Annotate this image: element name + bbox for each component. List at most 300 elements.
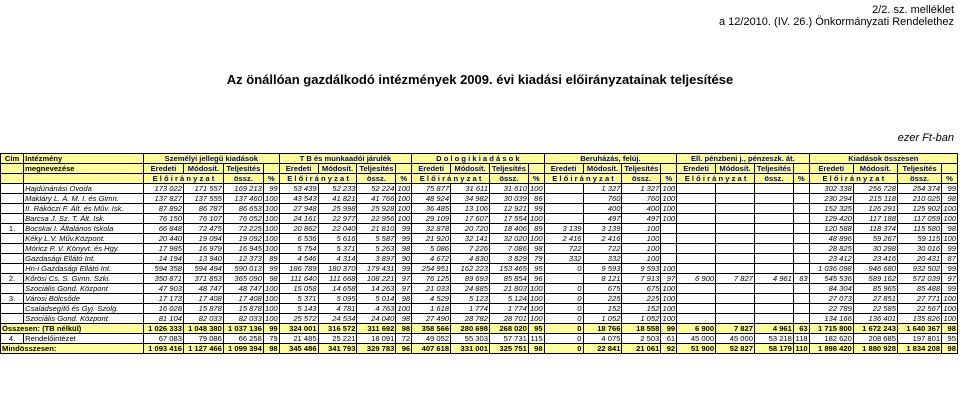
eredeti-label: Eredeti bbox=[412, 164, 451, 174]
eloirányzat-label: E l ő i r á n y z a t bbox=[143, 174, 223, 184]
row-value bbox=[544, 184, 583, 194]
row-value: 5 754 bbox=[279, 244, 318, 254]
row-value bbox=[716, 284, 755, 294]
row-value: 162 223 bbox=[451, 264, 490, 274]
table-row bbox=[1, 344, 958, 354]
row-value: 545 536 bbox=[809, 274, 853, 284]
row-value: 24 534 bbox=[318, 314, 357, 324]
eredeti-label: Eredeti bbox=[143, 164, 183, 174]
row-value: 100 bbox=[529, 304, 543, 313]
row-value: 324 001 bbox=[279, 324, 318, 334]
row-value: 100 bbox=[943, 214, 956, 223]
row-value: 48 924 bbox=[412, 194, 451, 204]
row-value: 25 928 bbox=[357, 204, 396, 214]
row-value: 5 143 bbox=[279, 304, 318, 314]
row-value: 152 bbox=[583, 304, 622, 314]
row-value: 66 258 bbox=[223, 334, 263, 344]
row-value: 100 bbox=[264, 234, 278, 243]
table-row bbox=[1, 234, 958, 244]
empty-cell bbox=[528, 164, 544, 174]
row-value: 21 061 bbox=[622, 344, 661, 354]
row-value bbox=[793, 194, 809, 204]
row-value: 152 bbox=[622, 304, 661, 314]
row-value: 135 826 bbox=[897, 314, 941, 324]
row-value: 100 bbox=[397, 204, 411, 213]
row-value bbox=[716, 234, 755, 244]
empty-cell bbox=[396, 164, 412, 174]
row-value: 19 094 bbox=[183, 234, 223, 244]
percent-label: % bbox=[396, 174, 412, 184]
row-value: 75 877 bbox=[412, 184, 451, 194]
row-value: 100 bbox=[662, 184, 676, 193]
table-row bbox=[1, 254, 958, 264]
row-value bbox=[716, 224, 755, 234]
row-value: 97 bbox=[396, 284, 412, 294]
row-value bbox=[677, 314, 716, 324]
row-value: 946 680 bbox=[853, 264, 897, 274]
row-value: 24 885 bbox=[451, 284, 490, 294]
percent-label: % bbox=[661, 174, 677, 184]
row-value: 722 bbox=[583, 244, 622, 254]
row-value: 32 020 bbox=[489, 234, 528, 244]
row-value bbox=[677, 194, 716, 204]
modosit-label: Módosít. bbox=[583, 164, 622, 174]
row-value: 22 585 bbox=[853, 304, 897, 314]
group-material: D o l o g i k i a d á s o k bbox=[412, 154, 544, 164]
row-value: 4 961 bbox=[754, 274, 793, 284]
row-value: 280 698 bbox=[451, 324, 490, 334]
row-value: 53 439 bbox=[279, 184, 318, 194]
row-value: 100 bbox=[662, 194, 676, 203]
table-row bbox=[1, 194, 958, 204]
row-value: 3 139 bbox=[583, 224, 622, 234]
row-value: 67 083 bbox=[143, 334, 183, 344]
row-value: 96 bbox=[528, 274, 544, 284]
row-value: 72 bbox=[396, 334, 412, 344]
table-row bbox=[1, 264, 958, 274]
row-value: 12 373 bbox=[223, 254, 263, 264]
row-value: 32 878 bbox=[412, 224, 451, 234]
row-value: 63 bbox=[793, 324, 809, 334]
row-value bbox=[793, 284, 809, 294]
row-value: 49 052 bbox=[412, 334, 451, 344]
row-value: 100 bbox=[622, 234, 661, 244]
row-value: 27 771 bbox=[897, 294, 941, 304]
row-value: 98 bbox=[942, 194, 958, 204]
row-value: 594 358 bbox=[143, 264, 183, 274]
eloirányzat-label: E l ő i r á n y z a t bbox=[677, 174, 755, 184]
row-value: 28 782 bbox=[451, 314, 490, 324]
unit-label: ezer Ft-ban bbox=[897, 132, 954, 144]
row-value: 86 653 bbox=[223, 204, 263, 214]
row-value: 0 bbox=[544, 294, 583, 304]
row-value: 17 607 bbox=[451, 214, 490, 224]
head-name-2: megnevezése bbox=[24, 164, 144, 174]
row-value: 2 503 bbox=[622, 334, 661, 344]
row-value: 117 188 bbox=[853, 214, 897, 224]
ossz-label: össz. bbox=[897, 174, 941, 184]
row-value: 9 593 bbox=[622, 264, 661, 274]
row-value: 1 774 bbox=[451, 304, 490, 314]
row-cim: 3. bbox=[1, 294, 24, 304]
row-value bbox=[677, 264, 716, 274]
row-value bbox=[793, 244, 809, 254]
row-value: 2 416 bbox=[583, 234, 622, 244]
row-value: 25 221 bbox=[318, 334, 357, 344]
row-value: 0 bbox=[544, 314, 583, 324]
row-value: 7 913 bbox=[622, 274, 661, 284]
modosit-label: Módosít. bbox=[853, 164, 897, 174]
row-value: 98 bbox=[528, 244, 544, 254]
head-blank bbox=[1, 164, 24, 174]
row-value: 76 125 bbox=[412, 274, 451, 284]
eredeti-label: Eredeti bbox=[809, 164, 853, 174]
row-value: 100 bbox=[662, 284, 676, 293]
row-value: 98 bbox=[396, 244, 412, 254]
row-value: 53 218 bbox=[754, 334, 793, 344]
row-value bbox=[716, 304, 755, 314]
row-value: 30 298 bbox=[853, 244, 897, 254]
row-value: 100 bbox=[662, 294, 676, 303]
row-value: 111 668 bbox=[318, 274, 357, 284]
row-value bbox=[754, 194, 793, 204]
row-value: 208 685 bbox=[853, 334, 897, 344]
row-value: 4 781 bbox=[318, 304, 357, 314]
row-value: 100 bbox=[264, 294, 278, 303]
row-value: 1 774 bbox=[489, 304, 528, 314]
row-value bbox=[754, 304, 793, 314]
row-value bbox=[677, 234, 716, 244]
row-value: 100 bbox=[529, 294, 543, 303]
row-value bbox=[716, 264, 755, 274]
row-value: 4 763 bbox=[357, 304, 396, 314]
row-value: 99 bbox=[661, 324, 677, 334]
ossz-label: össz. bbox=[223, 174, 263, 184]
row-value: 20 862 bbox=[279, 224, 318, 234]
row-value: 400 bbox=[622, 204, 661, 214]
row-value bbox=[677, 214, 716, 224]
row-value bbox=[677, 184, 716, 194]
row-value: 179 431 bbox=[357, 264, 396, 274]
row-value: 100 bbox=[397, 304, 411, 313]
row-value: 1 327 bbox=[583, 184, 622, 194]
row-value: 302 338 bbox=[809, 184, 853, 194]
row-value: 6 900 bbox=[677, 274, 716, 284]
row-value: 52 233 bbox=[318, 184, 357, 194]
row-value: 331 001 bbox=[451, 344, 490, 354]
table-row bbox=[1, 284, 958, 294]
row-value: 22 567 bbox=[897, 304, 941, 314]
row-value: 5 587 bbox=[357, 234, 396, 244]
row-value: 100 bbox=[264, 204, 278, 213]
row-value: 21 920 bbox=[412, 234, 451, 244]
row-value: 3 139 bbox=[544, 224, 583, 234]
row-value: 171 557 bbox=[183, 184, 223, 194]
row-value: 27 948 bbox=[279, 204, 318, 214]
row-value: 675 bbox=[622, 284, 661, 294]
row-value bbox=[754, 264, 793, 274]
row-value: 1 640 367 bbox=[897, 324, 941, 334]
row-value bbox=[754, 244, 793, 254]
row-value: 0 bbox=[544, 304, 583, 314]
percent-label: % bbox=[528, 174, 544, 184]
row-value: 41 766 bbox=[357, 194, 396, 204]
row-value bbox=[754, 234, 793, 244]
row-name: Móricz P. V. Könyvt. és Hgy. bbox=[24, 244, 144, 254]
row-value: 7 827 bbox=[716, 274, 755, 284]
row-value: 125 902 bbox=[897, 204, 941, 214]
row-value: 4 314 bbox=[318, 254, 357, 264]
row-value: 332 bbox=[583, 254, 622, 264]
row-value: 51 900 bbox=[677, 344, 716, 354]
row-value bbox=[544, 194, 583, 204]
row-value: 76 150 bbox=[143, 214, 183, 224]
row-value: 1 898 420 bbox=[809, 344, 853, 354]
row-value: 180 370 bbox=[318, 264, 357, 274]
row-value: 1 834 208 bbox=[897, 344, 941, 354]
group-transfer: Ell. pénzbeni j., pénzeszk. át. bbox=[677, 154, 809, 164]
row-value: 17 554 bbox=[489, 214, 528, 224]
row-value: 48 747 bbox=[223, 284, 263, 294]
row-value: 98 bbox=[263, 274, 279, 284]
row-value: 100 bbox=[662, 304, 676, 313]
row-value: 108 221 bbox=[357, 274, 396, 284]
row-value: 98 bbox=[528, 344, 544, 354]
row-value: 1 052 bbox=[622, 314, 661, 324]
row-value: 722 bbox=[544, 244, 583, 254]
empty-cell bbox=[793, 164, 809, 174]
row-value: 22 956 bbox=[357, 214, 396, 224]
row-value: 137 827 bbox=[143, 194, 183, 204]
row-cim: 4. bbox=[1, 334, 24, 344]
row-value: 358 566 bbox=[412, 324, 451, 334]
head-blank-3 bbox=[24, 174, 144, 184]
row-value: 115 bbox=[528, 334, 544, 344]
modosit-label: Módosít. bbox=[318, 164, 357, 174]
row-value: 97 bbox=[661, 274, 677, 284]
row-value: 1 093 416 bbox=[143, 344, 183, 354]
row-value: 45 000 bbox=[716, 334, 755, 344]
row-value bbox=[677, 224, 716, 234]
row-value: 225 bbox=[622, 294, 661, 304]
row-value bbox=[754, 284, 793, 294]
row-value: 1 036 098 bbox=[809, 264, 853, 274]
teljesites-label: Teljesítés bbox=[622, 164, 661, 174]
row-value: 182 620 bbox=[809, 334, 853, 344]
row-value: 120 588 bbox=[809, 224, 853, 234]
row-value bbox=[661, 244, 677, 254]
row-name: Barcsa J. Sz. T. Ált. Isk. bbox=[24, 214, 144, 224]
row-value: 7 827 bbox=[716, 324, 755, 334]
row-value: 1 026 333 bbox=[143, 324, 183, 334]
table-row bbox=[1, 334, 958, 344]
row-value: 99 bbox=[263, 264, 279, 274]
row-value: 95 bbox=[528, 264, 544, 274]
row-value: 4 830 bbox=[451, 254, 490, 264]
row-value bbox=[716, 214, 755, 224]
row-value: 99 bbox=[263, 184, 279, 194]
row-value: 3 897 bbox=[357, 254, 396, 264]
row-value: 72 225 bbox=[223, 224, 263, 234]
table-row bbox=[1, 184, 958, 194]
row-value: 98 bbox=[942, 344, 958, 354]
row-value: 6 536 bbox=[279, 234, 318, 244]
row-value bbox=[793, 264, 809, 274]
row-value: 7 086 bbox=[489, 244, 528, 254]
row-value: 87 892 bbox=[143, 204, 183, 214]
row-value: 52 827 bbox=[716, 344, 755, 354]
row-value bbox=[754, 254, 793, 264]
row-value bbox=[677, 204, 716, 214]
row-cim bbox=[1, 254, 24, 264]
row-value bbox=[716, 184, 755, 194]
row-value bbox=[793, 224, 809, 234]
row-value: 134 166 bbox=[809, 314, 853, 324]
row-value: 76 107 bbox=[183, 214, 223, 224]
row-value: 100 bbox=[264, 244, 278, 253]
row-value bbox=[793, 254, 809, 264]
row-value bbox=[716, 254, 755, 264]
row-value: 20 440 bbox=[143, 234, 183, 244]
row-value: 100 bbox=[622, 224, 661, 234]
row-value: 85 488 bbox=[897, 284, 941, 294]
row-value: 1 048 380 bbox=[183, 324, 223, 334]
row-value: 16 979 bbox=[183, 244, 223, 254]
row-value: 100 bbox=[529, 184, 543, 193]
row-value: 79 bbox=[528, 254, 544, 264]
row-value: 5 123 bbox=[451, 294, 490, 304]
row-value: 99 bbox=[396, 264, 412, 274]
row-value: 100 bbox=[943, 314, 956, 323]
row-value: 45 000 bbox=[677, 334, 716, 344]
row-name: II. Rákóczi F. Ált. és Műv. Isk. bbox=[24, 204, 144, 214]
row-value: 36 485 bbox=[412, 204, 451, 214]
row-name: Szociális Gond. Központ bbox=[24, 284, 144, 294]
row-value bbox=[754, 184, 793, 194]
percent-label: % bbox=[793, 174, 809, 184]
row-value: 52 224 bbox=[357, 184, 396, 194]
row-value: 118 bbox=[793, 334, 809, 344]
row-value: 136 401 bbox=[853, 314, 897, 324]
empty-cell bbox=[661, 164, 677, 174]
head-blank-2 bbox=[1, 174, 24, 184]
ossz-label: össz. bbox=[489, 174, 528, 184]
row-value: 16 945 bbox=[223, 244, 263, 254]
row-value: 100 bbox=[264, 304, 278, 313]
row-value: 153 465 bbox=[489, 264, 528, 274]
teljesites-label: Teljesítés bbox=[223, 164, 263, 174]
eloirányzat-label: E l ő i r á n y z a t bbox=[279, 174, 357, 184]
row-value: 5 095 bbox=[318, 294, 357, 304]
row-value bbox=[677, 304, 716, 314]
row-value: 17 408 bbox=[223, 294, 263, 304]
row-value: 22 977 bbox=[318, 214, 357, 224]
row-name: Összesen: (TB nélkül) bbox=[1, 324, 144, 334]
row-value: 13 940 bbox=[183, 254, 223, 264]
row-value: 79 086 bbox=[183, 334, 223, 344]
row-value: 100 bbox=[529, 234, 543, 243]
row-value: 86 787 bbox=[183, 204, 223, 214]
row-value: 4 672 bbox=[412, 254, 451, 264]
row-value bbox=[793, 184, 809, 194]
row-value: 99 bbox=[942, 244, 958, 254]
row-value: 14 658 bbox=[318, 284, 357, 294]
row-value: 24 040 bbox=[357, 314, 396, 324]
row-value: 100 bbox=[397, 214, 411, 223]
row-value: 57 731 bbox=[489, 334, 528, 344]
row-value: 1 099 394 bbox=[223, 344, 263, 354]
table-row bbox=[1, 224, 958, 234]
modosit-label: Módosít. bbox=[183, 164, 223, 174]
table-row bbox=[1, 214, 958, 224]
row-value bbox=[793, 204, 809, 214]
row-name: Hn-i Gazdasági Ellátó Int. bbox=[24, 264, 144, 274]
row-name: Gazdasági Ellátó Int. bbox=[24, 254, 144, 264]
row-value: 95 bbox=[942, 334, 958, 344]
row-value bbox=[661, 254, 677, 264]
row-value: 100 bbox=[662, 314, 676, 323]
row-value: 254 374 bbox=[897, 184, 941, 194]
eloirányzat-label: E l ő i r á n y z a t bbox=[412, 174, 490, 184]
header-row-sub2 bbox=[1, 174, 958, 184]
row-value: 25 572 bbox=[279, 314, 318, 324]
row-value: 34 982 bbox=[451, 194, 490, 204]
row-cim bbox=[1, 264, 24, 274]
percent-label: % bbox=[263, 174, 279, 184]
ossz-label: össz. bbox=[622, 174, 661, 184]
table-row bbox=[1, 304, 958, 314]
row-cim bbox=[1, 204, 24, 214]
row-value: 316 572 bbox=[318, 324, 357, 334]
row-value: 5 371 bbox=[279, 294, 318, 304]
row-value: 5 086 bbox=[412, 244, 451, 254]
row-value bbox=[661, 234, 677, 244]
row-value: 1 052 bbox=[583, 314, 622, 324]
row-value: 98 bbox=[263, 344, 279, 354]
table-row bbox=[1, 204, 958, 214]
row-value: 27 851 bbox=[853, 294, 897, 304]
row-value: 100 bbox=[264, 224, 278, 233]
row-value: 59 267 bbox=[853, 234, 897, 244]
row-cim bbox=[1, 234, 24, 244]
row-value: 100 bbox=[662, 204, 676, 213]
annex-label: 2/2. sz. melléklet bbox=[872, 4, 954, 16]
row-value: 225 bbox=[583, 294, 622, 304]
table-row bbox=[1, 314, 958, 324]
row-value: 99 bbox=[942, 284, 958, 294]
row-value bbox=[754, 224, 793, 234]
row-name: Rendelőintézet bbox=[24, 334, 144, 344]
row-value: 100 bbox=[622, 254, 661, 264]
row-value: 92 bbox=[661, 344, 677, 354]
ossz-label: össz. bbox=[357, 174, 396, 184]
row-value: 100 bbox=[529, 214, 543, 223]
row-value: 760 bbox=[583, 194, 622, 204]
row-value: 100 bbox=[529, 314, 543, 323]
row-value: 21 803 bbox=[489, 284, 528, 294]
row-value: 58 179 bbox=[754, 344, 793, 354]
row-value: 594 494 bbox=[183, 264, 223, 274]
teljesites-label: Teljesítés bbox=[357, 164, 396, 174]
row-value: 87 bbox=[942, 254, 958, 264]
row-value: 18 091 bbox=[357, 334, 396, 344]
row-value bbox=[677, 254, 716, 264]
row-value: 9 593 bbox=[583, 264, 622, 274]
row-value: 2 416 bbox=[544, 234, 583, 244]
row-value: 13 106 bbox=[451, 204, 490, 214]
row-value: 61 bbox=[661, 334, 677, 344]
teljesites-label: Teljesítés bbox=[754, 164, 793, 174]
